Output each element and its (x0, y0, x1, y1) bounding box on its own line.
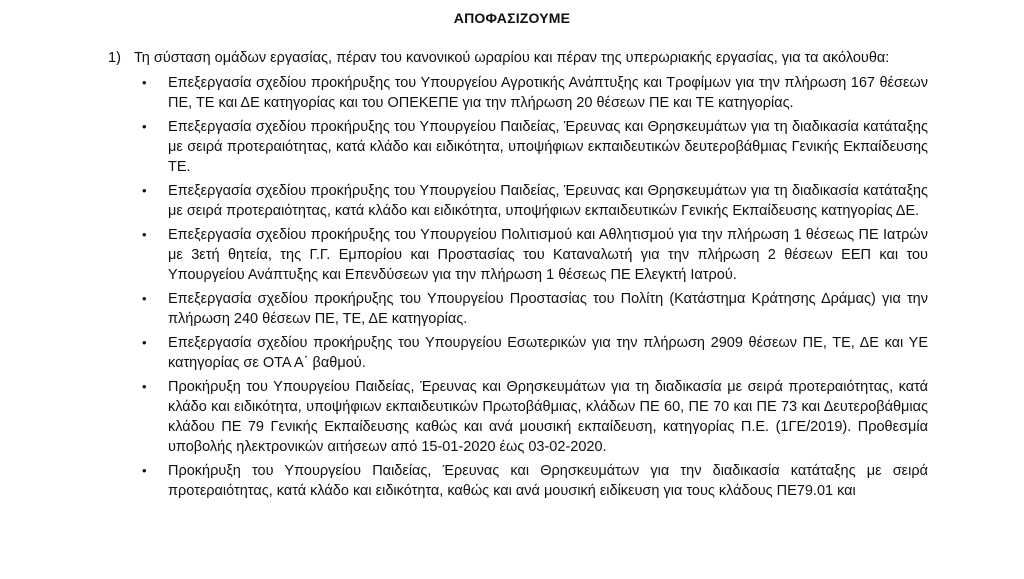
list-item-text: Επεξεργασία σχεδίου προκήρυξης του Υπουργείου Παιδείας, Έρευνας και Θρησκευμάτων για τη διαδικασία κατάταξης με σειρά προτεραιότητας, κατά κλάδο και ειδικότητα, υποψήφιων εκπαιδευτικών Γενικής Εκπαίδευσης κατηγορίας ΔΕ. (168, 183, 928, 220)
list-item (142, 73, 928, 113)
document-title: ΑΠΟΦΑΣΙΖΟΥΜΕ (453, 10, 571, 26)
list-item-text: Προκήρυξη του Υπουργείου Παιδείας, Έρευνας και Θρησκευμάτων για την διαδικασία κατάταξης με σειρά προτεραιότητας, κατά κλάδο και ειδικότητα, καθώς και ανά μουσική ειδίκευση για τους κλάδους ΠΕ79.01 και (168, 463, 928, 500)
intro-text: Τη σύσταση ομάδων εργασίας, πέραν του κανονικού ωραρίου και πέραν της υπερωριακής εργασίας, για τα ακόλουθα: (134, 50, 890, 66)
decision-intro (108, 49, 938, 67)
list-item (142, 333, 928, 373)
bullet-icon: • (142, 463, 147, 479)
list-item (142, 225, 928, 286)
bullet-icon: • (142, 334, 147, 350)
list-item (142, 181, 928, 221)
bullet-icon: • (142, 378, 147, 394)
task-list (142, 73, 928, 505)
list-item-text: Επεξεργασία σχεδίου προκήρυξης του Υπουργείου Εσωτερικών για την πλήρωση 2909 θέσεων ΠΕ, ΤΕ, ΔΕ και ΥΕ κατηγορίας σε ΟΤΑ Α΄ βαθμού. (168, 334, 928, 372)
item-number: 1) (108, 50, 121, 66)
list-item (142, 377, 928, 458)
bullet-icon: • (142, 291, 147, 307)
list-item (142, 461, 928, 501)
list-item-text: Επεξεργασία σχεδίου προκήρυξης του Υπουργείου Προστασίας του Πολίτη (Κατάστημα Κράτησης Δράμας) για την πλήρωση 240 θέσεων ΠΕ, ΤΕ, ΔΕ κατηγορίας. (168, 291, 928, 328)
bullet-icon: • (142, 183, 147, 199)
list-item (142, 289, 928, 329)
list-item-text: Επεξεργασία σχεδίου προκήρυξης του Υπουργείου Παιδείας, Έρευνας και Θρησκευμάτων για τη διαδικασία κατάταξης με σειρά προτεραιότητας, κατά κλάδο και ειδικότητα, υποψήφιων εκπαιδευτικών δευτεροβάθμιας Γενικής Εκπαίδευσης ΤΕ. (168, 118, 928, 176)
bullet-icon: • (142, 118, 147, 134)
list-item-text: Επεξεργασία σχεδίου προκήρυξης του Υπουργείου Αγροτικής Ανάπτυξης και Τροφίμων για την πλήρωση 167 θέσεων ΠΕ, ΤΕ και ΔΕ κατηγορίας και του ΟΠΕΚΕΠΕ για την πλήρωση 20 θέσεων ΠΕ και ΤΕ κατηγορίας. (168, 75, 928, 112)
bullet-icon: • (142, 226, 147, 242)
list-item-text: Επεξεργασία σχεδίου προκήρυξης του Υπουργείου Πολιτισμού και Αθλητισμού για την πλήρωση 1 θέσεως ΠΕ Ιατρών με 3ετή θητεία, της Γ.Γ. Εμπορίου και Προστασίας του Καταναλωτή για την πλήρωση 2 θέσεων ΕΕΠ και του Υπουργείου Ανάπτυξης και Επενδύσεων για την πλήρωση 1 θέσεως ΠΕ Ελεγκτή Ιατρού. (168, 226, 928, 284)
list-item (142, 117, 928, 178)
bullet-icon: • (142, 75, 147, 90)
list-item-text: Προκήρυξη του Υπουργείου Παιδείας, Έρευνας και Θρησκευμάτων για τη διαδικασία με σειρά προτεραιότητας, κατά κλάδο και ειδικότητα, υποψήφιων εκπαιδευτικών Πρωτοβάθμιας, κλάδων ΠΕ 60, ΠΕ 70 και ΠΕ 73 και Δευτεροβάθμιας κλάδου ΠΕ 79 Γενικής Εκπαίδευσης καθώς και ανά μουσική εκπαίδευση, κατηγορίας Π.Ε. (1ΓΕ/2019). Προθεσμία υποβολής ηλεκτρονικών αιτήσεων από 15-01-2020 έως 03-02-2020. (168, 378, 928, 456)
